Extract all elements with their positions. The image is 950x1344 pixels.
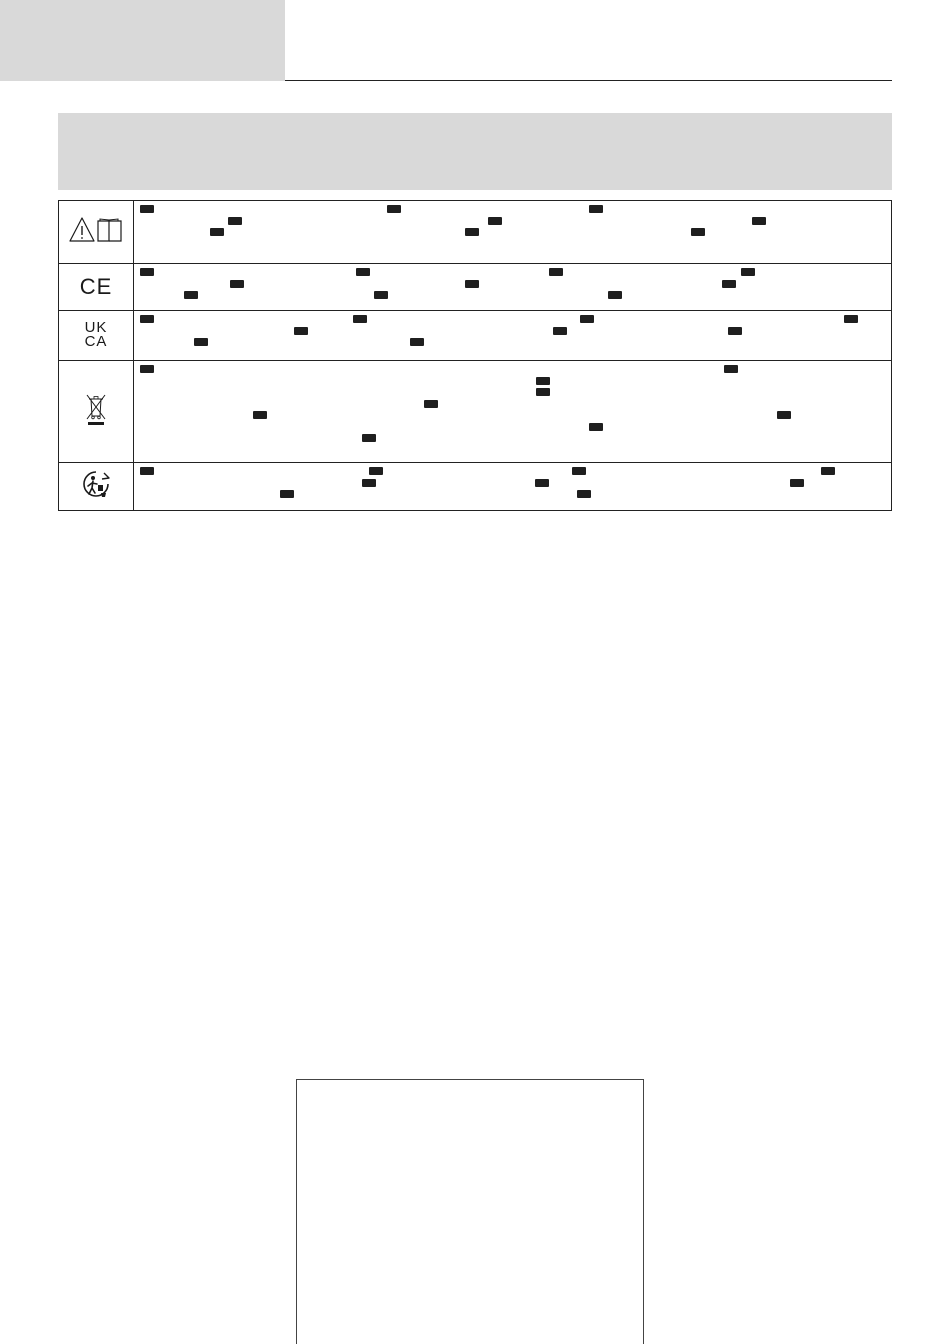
language-code-tag [140, 365, 154, 373]
text-line [140, 478, 885, 490]
language-code-tag [353, 315, 367, 323]
icon-cell [59, 201, 134, 264]
text-line [140, 279, 885, 291]
language-code-tag [724, 365, 738, 373]
language-code-tag [691, 228, 705, 236]
language-code-tag [465, 228, 479, 236]
text-line [140, 326, 885, 338]
language-code-tag [253, 411, 267, 419]
language-code-tag [752, 217, 766, 225]
language-code-tag [536, 388, 550, 396]
language-code-tag [184, 291, 198, 299]
symbol-row-ce [59, 264, 892, 311]
safety-text-cell [134, 201, 892, 264]
text-line [140, 422, 885, 434]
language-code-tag [608, 291, 622, 299]
ukca-text-cell [134, 311, 892, 361]
weee-text-cell [134, 361, 892, 463]
language-code-tag [228, 217, 242, 225]
language-code-tag [362, 434, 376, 442]
text-line [140, 376, 885, 388]
language-code-tag [589, 205, 603, 213]
symbol-row-ukca [59, 311, 892, 361]
header-rule [285, 80, 892, 81]
ce-mark: CE [79, 273, 113, 299]
language-code-tag [424, 400, 438, 408]
language-code-tag [589, 423, 603, 431]
text-line [140, 204, 885, 216]
warning-manual-icon [68, 215, 124, 245]
text-line [140, 466, 885, 478]
language-code-tag [577, 490, 591, 498]
language-code-tag [210, 228, 224, 236]
symbol-row-triman [59, 463, 892, 511]
language-code-tag [821, 467, 835, 475]
language-code-tag [387, 205, 401, 213]
header-corner-block [0, 0, 285, 81]
language-code-tag [140, 205, 154, 213]
language-code-tag [488, 217, 502, 225]
ukca-mark-line-2: CA [84, 332, 108, 350]
language-code-tag [362, 479, 376, 487]
icon-cell [59, 264, 134, 311]
title-band [58, 113, 892, 190]
language-code-tag [844, 315, 858, 323]
language-code-tag [728, 327, 742, 335]
triman-text-cell [134, 463, 892, 511]
icon-cell [59, 463, 134, 511]
language-code-tag [536, 377, 550, 385]
text-line [140, 314, 885, 326]
language-code-tag [280, 490, 294, 498]
language-code-tag [722, 280, 736, 288]
text-line [140, 216, 885, 228]
symbol-row-safety [59, 201, 892, 264]
text-line [140, 399, 885, 411]
language-code-tag [140, 268, 154, 276]
language-code-tag [374, 291, 388, 299]
text-line [140, 227, 885, 239]
language-code-tag [410, 338, 424, 346]
language-code-tag [140, 467, 154, 475]
language-code-tag [465, 280, 479, 288]
ce-text-cell [134, 264, 892, 311]
language-code-tag [194, 338, 208, 346]
language-code-tag [777, 411, 791, 419]
language-code-tag [580, 315, 594, 323]
language-code-tag [356, 268, 370, 276]
text-line [140, 489, 885, 501]
symbols-table [58, 200, 892, 511]
text-line [140, 387, 885, 399]
icon-cell [59, 361, 134, 463]
text-line [140, 267, 885, 279]
language-code-tag [140, 315, 154, 323]
text-line [140, 337, 885, 349]
language-code-tag [230, 280, 244, 288]
language-code-tag [549, 268, 563, 276]
text-line [140, 364, 885, 376]
language-code-tag [572, 467, 586, 475]
language-code-tag [535, 479, 549, 487]
language-code-tag [741, 268, 755, 276]
ukca-mark [84, 318, 108, 350]
ukca-mark-line-1: UK [84, 318, 108, 336]
weee-bin-icon [84, 392, 108, 426]
language-code-tag [294, 327, 308, 335]
language-code-tag [553, 327, 567, 335]
blank-label-frame [296, 1079, 644, 1344]
icon-cell [59, 311, 134, 361]
triman-recycle-icon [80, 469, 112, 499]
language-code-tag [790, 479, 804, 487]
symbol-row-weee [59, 361, 892, 463]
text-line [140, 410, 885, 422]
text-line [140, 290, 885, 302]
text-line [140, 433, 885, 445]
language-code-tag [369, 467, 383, 475]
